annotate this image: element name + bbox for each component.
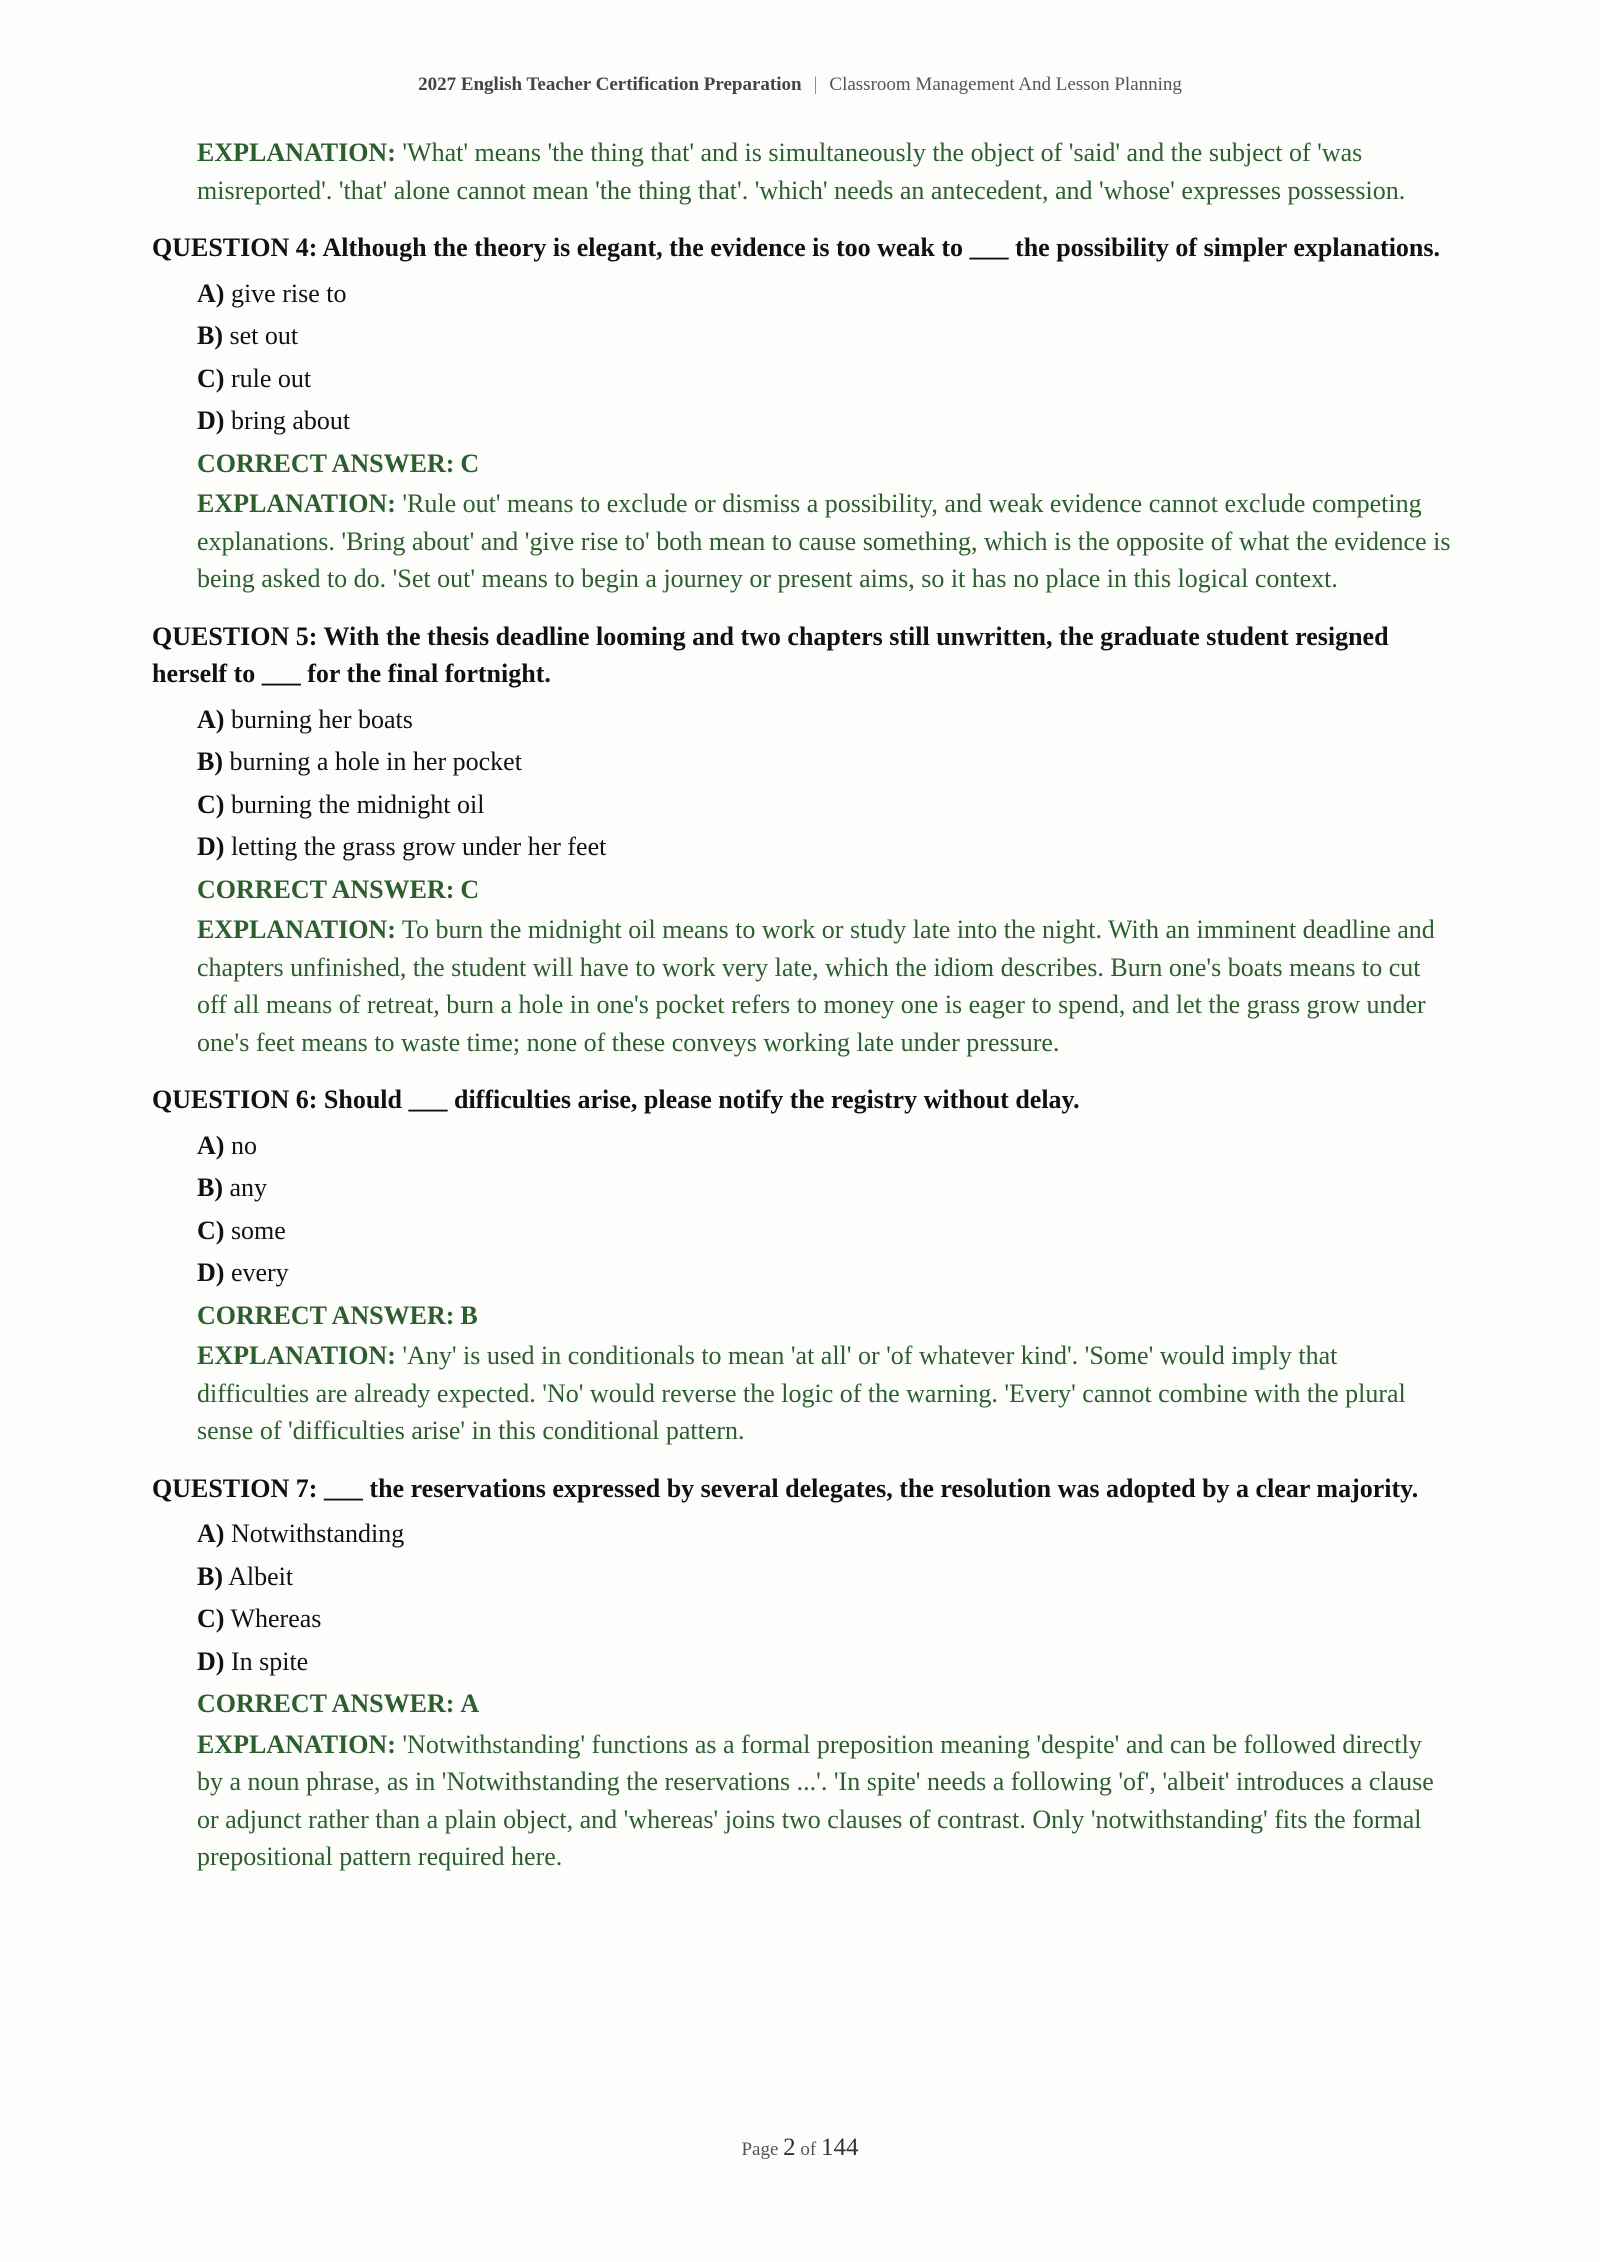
explanation bbox=[197, 1337, 1452, 1450]
page-number: 2 bbox=[783, 2134, 796, 2161]
option-letter: B) bbox=[197, 1561, 223, 1591]
question-block bbox=[152, 1081, 1452, 1450]
option-letter: C) bbox=[197, 1215, 225, 1245]
explanation-label: EXPLANATION: bbox=[197, 489, 396, 518]
option-letter: A) bbox=[197, 704, 225, 734]
page-footer bbox=[0, 2134, 1600, 2162]
option-text: burning a hole in her pocket bbox=[229, 747, 522, 776]
previous-explanation bbox=[197, 134, 1452, 209]
explanation-text: 'Rule out' means to exclude or dismiss a possibility, and weak evidence cannot exclude competing explanations. 'Bring about' and 'give rise to' both mean to cause something, which is the opposite of what the evidence is being asked to do. 'Set out' means to begin a journey or present aims, so it has no place in this logical context. bbox=[197, 489, 1451, 593]
explanation bbox=[197, 1726, 1452, 1876]
correct-answer-label: CORRECT ANSWER: bbox=[197, 448, 455, 478]
option-item bbox=[197, 1598, 1452, 1641]
option-letter: D) bbox=[197, 832, 225, 861]
explanation-text: 'Any' is used in conditionals to mean 'at all' or 'of whatever kind'. 'Some' would imply that difficulties are already expected. 'No' would reverse the logic of the warning. 'Every' cannot combine with the plural sense of 'difficulties arise' in this conditional pattern. bbox=[197, 1341, 1406, 1445]
option-item bbox=[197, 273, 1452, 316]
option-text: bring about bbox=[230, 406, 351, 435]
question-block bbox=[152, 618, 1452, 1062]
correct-answer-label: CORRECT ANSWER: bbox=[197, 1300, 455, 1330]
options-list bbox=[197, 1125, 1452, 1295]
correct-answer bbox=[197, 1295, 1452, 1338]
option-item bbox=[197, 400, 1452, 443]
option-letter: D) bbox=[197, 1646, 225, 1676]
total-pages: 144 bbox=[821, 2134, 859, 2161]
correct-answer bbox=[197, 1683, 1452, 1726]
option-letter: A) bbox=[197, 278, 225, 308]
option-letter: D) bbox=[197, 1258, 225, 1287]
option-item bbox=[197, 1556, 1452, 1599]
of-word: of bbox=[800, 2139, 817, 2160]
explanation-label: EXPLANATION: bbox=[197, 138, 396, 167]
option-text: letting the grass grow under her feet bbox=[230, 832, 607, 861]
question-text: QUESTION 6: Should ___ difficulties arise, please notify the registry without delay. bbox=[152, 1085, 1080, 1114]
option-letter: A) bbox=[197, 1519, 225, 1548]
option-item bbox=[197, 315, 1452, 358]
option-item bbox=[197, 358, 1452, 401]
option-letter: C) bbox=[197, 363, 225, 393]
question-block bbox=[152, 1470, 1452, 1876]
option-text: In spite bbox=[230, 1646, 309, 1676]
page-word: Page bbox=[741, 2139, 779, 2160]
option-text: any bbox=[229, 1173, 268, 1202]
option-letter: B) bbox=[197, 321, 223, 350]
question-text: QUESTION 5: With the thesis deadline looming and two chapters still unwritten, the graduate student resigned herself to ___ for the final fortnight. bbox=[152, 621, 1389, 688]
option-text: every bbox=[230, 1258, 289, 1287]
option-text: rule out bbox=[230, 363, 312, 393]
option-text: Whereas bbox=[230, 1604, 322, 1633]
option-item bbox=[197, 1125, 1452, 1168]
question-block bbox=[152, 229, 1452, 598]
correct-answer-label: CORRECT ANSWER: bbox=[197, 1689, 455, 1718]
explanation bbox=[197, 485, 1452, 598]
option-item bbox=[197, 1513, 1452, 1556]
option-letter: B) bbox=[197, 747, 223, 776]
correct-answer-value: B bbox=[460, 1300, 478, 1330]
options-list bbox=[197, 273, 1452, 443]
chapter-title: Classroom Management And Lesson Planning bbox=[829, 74, 1182, 95]
option-text: give rise to bbox=[230, 278, 347, 308]
question-text: QUESTION 4: Although the theory is elegant, the evidence is too weak to ___ the possibility of simpler explanations. bbox=[152, 233, 1441, 262]
option-text: Notwithstanding bbox=[230, 1519, 405, 1548]
option-letter: C) bbox=[197, 789, 225, 819]
options-list bbox=[197, 699, 1452, 869]
explanation bbox=[197, 911, 1452, 1061]
option-item bbox=[197, 784, 1452, 827]
page-content bbox=[152, 134, 1452, 1876]
option-item bbox=[197, 1252, 1452, 1295]
option-item bbox=[197, 1210, 1452, 1253]
option-text: no bbox=[230, 1130, 257, 1160]
option-item bbox=[197, 1167, 1452, 1210]
question-text: QUESTION 7: ___ the reservations expressed by several delegates, the resolution was adopted by a clear majority. bbox=[152, 1473, 1419, 1503]
correct-answer bbox=[197, 443, 1452, 486]
option-text: burning her boats bbox=[230, 704, 413, 734]
correct-answer bbox=[197, 869, 1452, 912]
correct-answer-value: A bbox=[460, 1689, 480, 1718]
correct-answer-label: CORRECT ANSWER: bbox=[197, 874, 455, 904]
header-separator: | bbox=[813, 74, 818, 95]
option-text: set out bbox=[229, 321, 299, 350]
option-item bbox=[197, 699, 1452, 742]
option-letter: C) bbox=[197, 1604, 225, 1633]
options-list bbox=[197, 1513, 1452, 1683]
option-item bbox=[197, 826, 1452, 869]
option-item bbox=[197, 741, 1452, 784]
option-text: some bbox=[230, 1215, 286, 1245]
page-header bbox=[0, 74, 1600, 96]
option-text: burning the midnight oil bbox=[230, 789, 485, 819]
book-title: 2027 English Teacher Certification Preparation bbox=[418, 74, 802, 95]
option-letter: B) bbox=[197, 1173, 223, 1202]
correct-answer-value: C bbox=[460, 448, 480, 478]
option-text: Albeit bbox=[228, 1561, 294, 1591]
explanation-text: 'What' means 'the thing that' and is simultaneously the object of 'said' and the subject of 'was misreported'. 'that' alone cannot mean 'the thing that'. 'which' needs an antecedent, and 'whose' expresses possession. bbox=[197, 138, 1406, 205]
option-letter: A) bbox=[197, 1130, 225, 1160]
option-item bbox=[197, 1641, 1452, 1684]
option-letter: D) bbox=[197, 406, 225, 435]
explanation-text: To burn the midnight oil means to work or study late into the night. With an imminent deadline and chapters unfinished, the student will have to work very late, which the idiom describes. Burn one's boats means to cut off all means of retreat, burn a hole in one's pocket refers to money one is eager to spend, and let the grass grow under one's feet means to waste time; none of these conveys working late under pressure. bbox=[197, 915, 1435, 1057]
explanation-label: EXPLANATION: bbox=[197, 1729, 396, 1759]
explanation-text: 'Notwithstanding' functions as a formal preposition meaning 'despite' and can be followed directly by a noun phrase, as in 'Notwithstanding the reservations ...'. 'In spite' needs a following 'of', 'albeit' introduces a clause or adjunct rather than a plain object, and 'whereas' joins two clauses of contrast. Only 'notwithstanding' fits the formal prepositional pattern required here. bbox=[197, 1729, 1434, 1871]
explanation-label: EXPLANATION: bbox=[197, 1341, 396, 1370]
explanation-label: EXPLANATION: bbox=[197, 915, 396, 944]
correct-answer-value: C bbox=[460, 874, 480, 904]
